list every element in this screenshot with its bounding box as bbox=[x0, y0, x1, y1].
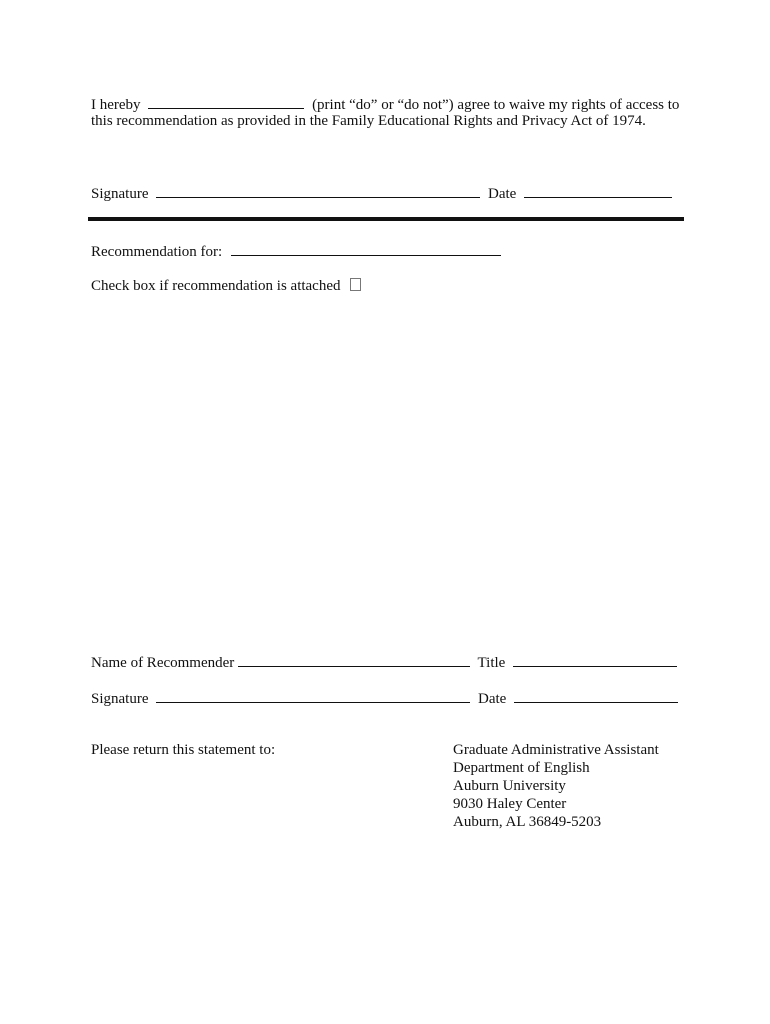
attached-label: Check box if recommendation is attached bbox=[91, 278, 341, 294]
address-line: Department of English bbox=[453, 760, 590, 776]
waiver-suffix: (print “do” or “do not”) agree to waive my rights of access to bbox=[312, 97, 680, 113]
applicant-signature-row bbox=[91, 183, 672, 203]
recommendation-for-row bbox=[91, 241, 501, 261]
signature-label: Signature bbox=[91, 186, 149, 202]
return-address bbox=[453, 741, 659, 831]
date-label: Date bbox=[488, 186, 517, 202]
recommender-date-label: Date bbox=[478, 691, 507, 707]
recommendation-for-field[interactable] bbox=[231, 241, 501, 256]
recommender-title-field[interactable] bbox=[513, 652, 677, 667]
recommender-signature-field[interactable] bbox=[156, 688, 470, 703]
address-line: Auburn University bbox=[453, 778, 566, 794]
recommender-date-field[interactable] bbox=[514, 688, 678, 703]
waiver-line-2: this recommendation as provided in the Family Educational Rights and Privacy Act of 1974. bbox=[91, 113, 646, 129]
applicant-date-field[interactable] bbox=[524, 183, 672, 198]
applicant-signature-field[interactable] bbox=[156, 183, 480, 198]
recommender-name-field[interactable] bbox=[238, 652, 470, 667]
address-line: Auburn, AL 36849-5203 bbox=[453, 814, 602, 830]
recommender-signature-label: Signature bbox=[91, 691, 149, 707]
recommendation-for-label: Recommendation for: bbox=[91, 244, 223, 260]
recommender-title-label: Title bbox=[477, 655, 506, 671]
waiver-line-1 bbox=[91, 94, 679, 114]
section-divider bbox=[88, 217, 684, 221]
recommender-name-row bbox=[91, 652, 677, 672]
attached-checkbox[interactable] bbox=[350, 278, 361, 291]
do-or-do-not-field[interactable] bbox=[148, 94, 304, 109]
recommender-name-label: Name of Recommender bbox=[91, 655, 235, 671]
attached-row bbox=[91, 277, 361, 295]
recommender-signature-row bbox=[91, 688, 678, 708]
return-label: Please return this statement to: bbox=[91, 742, 276, 758]
waiver-prefix: I hereby bbox=[91, 97, 141, 113]
address-line: Graduate Administrative Assistant bbox=[453, 742, 659, 758]
address-line: 9030 Haley Center bbox=[453, 796, 567, 812]
